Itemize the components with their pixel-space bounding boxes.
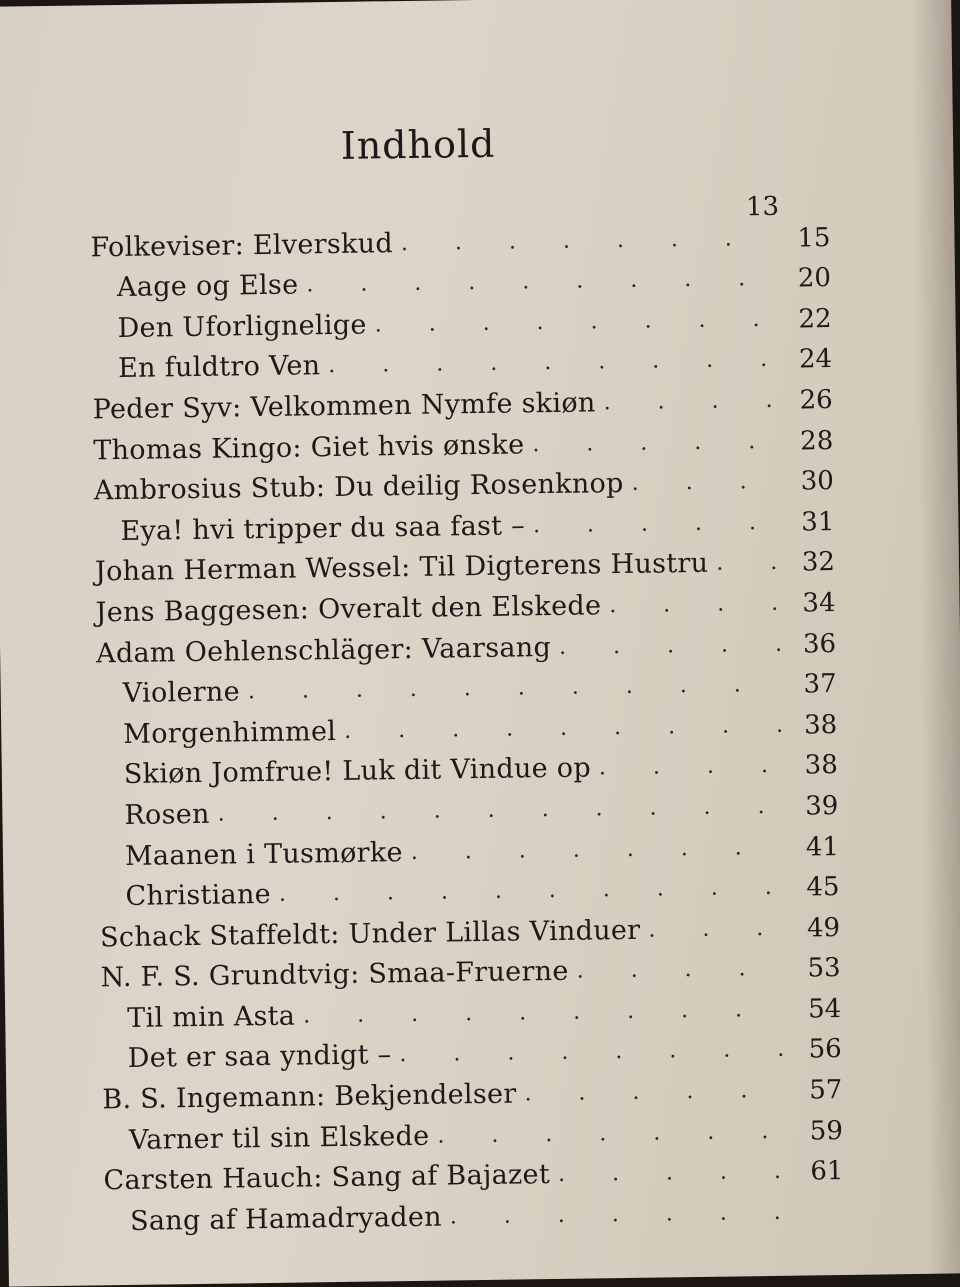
toc-page-number: 45	[806, 872, 840, 903]
dot-leader	[609, 584, 782, 626]
toc-page-number: 31	[801, 506, 835, 538]
dot-leader	[603, 381, 779, 423]
toc-page-number: 26	[799, 385, 833, 416]
page-edge-shadow	[911, 0, 960, 1274]
dot-leader	[524, 1071, 788, 1115]
toc-entry-title: Til min Asta	[127, 1000, 296, 1034]
toc-entry-title: Sang af Hamadryaden	[129, 1201, 443, 1237]
toc-entry-title: Jens Baggesen: Overalt den Elskede	[95, 590, 602, 629]
toc-page-number: 61	[810, 1156, 844, 1187]
toc-page-number: 22	[798, 303, 832, 335]
toc-page-number: 53	[807, 953, 841, 984]
toc-page-number: 34	[802, 587, 836, 619]
toc-page-number: 56	[808, 1034, 842, 1065]
toc-entry-title: Den Uforlignelige	[117, 309, 367, 344]
toc-entry-title: Carsten Hauch: Sang af Bajazet	[103, 1159, 551, 1197]
toc-entry-title: Violerne	[122, 676, 241, 710]
toc-page-number: 15	[797, 222, 831, 254]
dot-leader	[399, 1030, 788, 1075]
dot-leader	[401, 218, 777, 263]
table-of-contents	[90, 217, 844, 1242]
toc-page-number: 59	[809, 1115, 844, 1147]
dot-leader	[306, 259, 777, 306]
toc-entry-title: Aage og Else	[116, 269, 299, 304]
toc-entry-title: B. S. Ingemann: Bekjendelser	[102, 1078, 517, 1116]
toc-entry-title: Christiane	[125, 879, 272, 913]
toc-entry-title: Varner til sin Elskede	[128, 1120, 430, 1156]
toc-entry-title: Ambrosius Stub: Du deilig Rosenknop	[93, 468, 624, 507]
toc-entry-title: Eya! hvi tripper du saa fast –	[120, 510, 526, 547]
toc-entry-title: Johan Herman Wessel: Til Digterens Hustru	[94, 548, 709, 588]
page-title: Indhold	[340, 121, 496, 168]
dot-leader	[533, 503, 781, 546]
dot-leader	[303, 990, 788, 1037]
toc-page-number: 39	[805, 790, 839, 822]
dot-leader	[631, 462, 780, 504]
toc-page-number: 28	[799, 425, 834, 457]
dot-leader	[411, 827, 786, 872]
toc-page-number: 30	[800, 466, 835, 497]
toc-entry-title: Det er saa yndigt –	[127, 1039, 392, 1075]
toc-page-number: 49	[806, 912, 841, 944]
dot-leader	[576, 949, 787, 992]
dot-leader	[558, 1152, 790, 1195]
toc-page-number: 38	[804, 750, 838, 781]
toc-entry-title: En fuldtro Ven	[117, 350, 321, 385]
toc-page-number: 24	[798, 344, 833, 375]
dot-leader	[648, 908, 786, 950]
first-page-number: 13	[745, 191, 780, 223]
toc-page-number: 38	[803, 709, 838, 741]
toc-page-number: 37	[803, 669, 837, 700]
toc-entry-title: Skiøn Jomfrue! Luk dit Vindue op	[123, 752, 592, 791]
toc-page-number: 20	[797, 263, 832, 294]
toc-entry-title: Maanen i Tusmørke	[124, 836, 404, 872]
dot-leader	[328, 340, 778, 386]
toc-entry-title: Folkeviser: Elverskud	[90, 227, 394, 263]
toc-entry-title: Peder Syv: Velkommen Nymfe skiøn	[92, 387, 596, 426]
toc-page-number: 57	[809, 1075, 843, 1106]
toc-entry-title: N. F. S. Grundtvig: Smaa-Fruerne	[100, 956, 569, 994]
toc-page-number: 41	[805, 831, 840, 862]
toc-entry-title: Schack Staffeldt: Under Lillas Vinduer	[99, 914, 641, 954]
toc-page-number: 54	[807, 993, 842, 1025]
dot-leader	[716, 543, 781, 584]
dot-leader	[344, 705, 784, 751]
dot-leader	[532, 421, 779, 464]
toc-entry-title: Thomas Kingo: Giet hvis ønske	[93, 428, 525, 466]
toc-page-number	[802, 1232, 844, 1233]
toc-entry-title: Morgenhimmel	[123, 715, 337, 750]
toc-entry-title: Adam Oehlenschläger: Vaarsang	[95, 631, 552, 669]
toc-page-number: 36	[802, 628, 837, 660]
dot-leader	[450, 1193, 791, 1238]
toc-page-number: 32	[801, 547, 836, 578]
dot-leader	[437, 1111, 789, 1156]
dot-leader	[559, 624, 783, 667]
dot-leader	[374, 300, 777, 346]
dot-leader	[279, 868, 786, 915]
dot-leader	[599, 746, 784, 789]
toc-entry-title: Rosen	[124, 798, 210, 831]
